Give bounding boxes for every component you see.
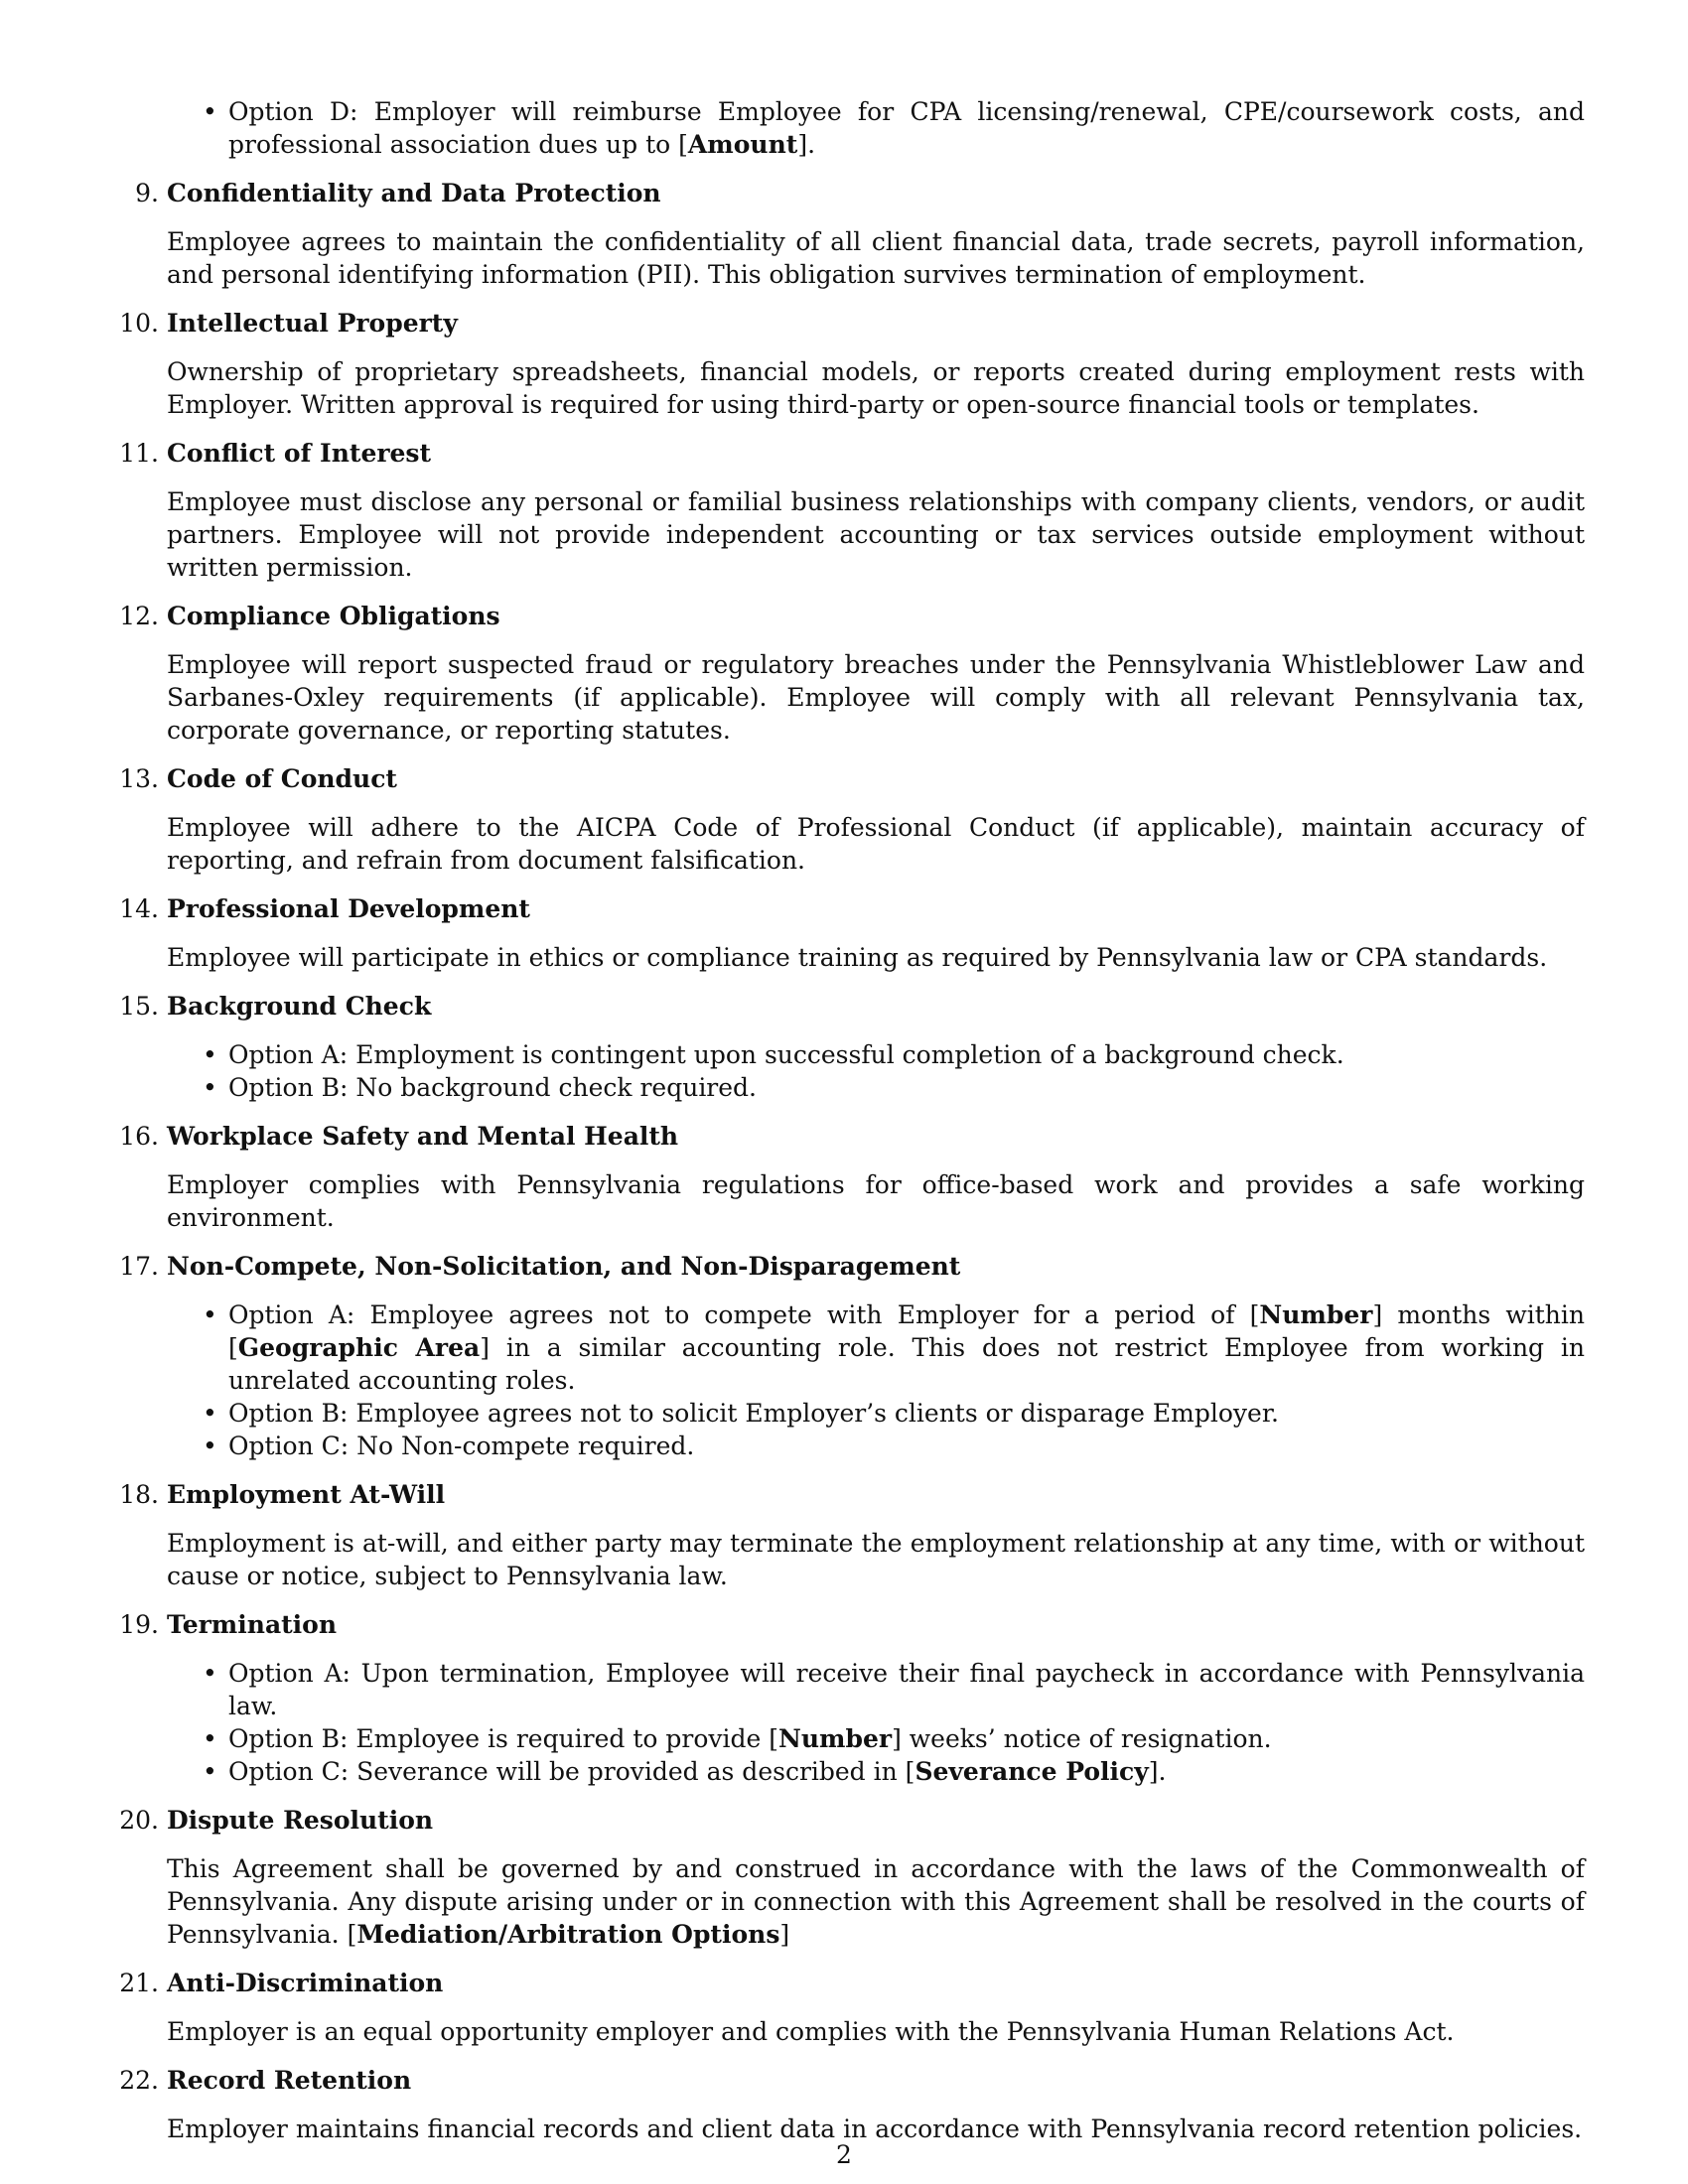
document-body bbox=[119, 95, 1586, 2145]
option-item bbox=[167, 1298, 1585, 1397]
section-paragraph bbox=[167, 1852, 1585, 1951]
section-number: 14. bbox=[119, 894, 159, 923]
section-heading bbox=[135, 177, 1585, 209]
placeholder-field: Geographic Area bbox=[237, 1333, 481, 1362]
section-title: Record Retention bbox=[167, 2066, 412, 2095]
section-number: 13. bbox=[119, 764, 159, 793]
page-number: 2 bbox=[836, 2140, 852, 2169]
text-run: ] weeks’ notice of resignation. bbox=[892, 1724, 1272, 1753]
section-heading bbox=[119, 1250, 1585, 1283]
section-heading bbox=[119, 762, 1585, 795]
section-body bbox=[167, 1038, 1585, 1104]
text-run: Option A: Upon termination, Employee will receive their final paycheck in accordance with Pennsylvania law. bbox=[228, 1659, 1585, 1720]
sections-container bbox=[119, 177, 1586, 2145]
section-heading bbox=[119, 990, 1585, 1023]
text-run: ] months within [ bbox=[228, 1300, 1586, 1362]
placeholder-field: Mediation/Arbitration Options bbox=[356, 1920, 780, 1949]
section-paragraph bbox=[167, 1168, 1585, 1234]
text-run: Employee will report suspected fraud or regulatory breaches under the Pennsylvania Whistleblower Law and Sarbanes-Oxley requirements (if applicable). Employee will comply with all relevant Pennsylvania tax, corporate governance, or reporting statutes. bbox=[167, 650, 1585, 745]
section-21 bbox=[119, 1967, 1585, 2048]
section-heading bbox=[119, 2064, 1585, 2097]
text-run: Employee will adhere to the AICPA Code of Professional Conduct (if applicable), maintain accuracy of reporting, and refrain from document falsification. bbox=[167, 813, 1585, 875]
placeholder-field: Number bbox=[1259, 1300, 1373, 1329]
text-run: Employment is at-will, and either party may terminate the employment relationship at any time, with or without cause or notice, subject to Pennsylvania law. bbox=[167, 1529, 1585, 1590]
section-body bbox=[167, 941, 1585, 974]
section-20 bbox=[119, 1804, 1585, 1951]
placeholder-field: Number bbox=[778, 1724, 893, 1753]
section-13 bbox=[119, 762, 1585, 877]
text-run: Option C: No Non-compete required. bbox=[228, 1432, 695, 1460]
section-heading bbox=[119, 1120, 1585, 1153]
placeholder-field: Amount bbox=[687, 130, 798, 159]
text-run: Option B: No background check required. bbox=[228, 1073, 758, 1102]
option-item bbox=[167, 1038, 1585, 1071]
section-18 bbox=[119, 1478, 1585, 1592]
section-number: 18. bbox=[119, 1480, 159, 1509]
section-9 bbox=[135, 177, 1585, 291]
section-paragraph bbox=[167, 2015, 1585, 2048]
section-number: 16. bbox=[119, 1122, 159, 1151]
section-number: 10. bbox=[119, 309, 159, 338]
section-heading bbox=[119, 1967, 1585, 1999]
option-list bbox=[0, 1038, 1585, 1104]
section-heading bbox=[119, 307, 1585, 340]
text-run: Option B: Employee is required to provide [ bbox=[228, 1724, 779, 1753]
section-body bbox=[167, 811, 1585, 877]
section-number: 15. bbox=[119, 992, 159, 1021]
section-number: 11. bbox=[119, 439, 159, 468]
section-body bbox=[167, 1168, 1585, 1234]
text-run: Employee must disclose any personal or familial business relationships with company clients, vendors, or audit partners. Employee will not provide independent accounting or tax services outside employment without written permission. bbox=[167, 487, 1585, 582]
text-run: Option B: Employee agrees not to solicit Employer’s clients or disparage Employer. bbox=[228, 1399, 1279, 1428]
section-15 bbox=[119, 990, 1585, 1104]
section-body bbox=[167, 1657, 1585, 1788]
section-title: Code of Conduct bbox=[167, 764, 397, 793]
option-item bbox=[167, 1397, 1585, 1430]
section-22 bbox=[119, 2064, 1585, 2145]
section-body bbox=[167, 485, 1585, 584]
text-run: Option A: Employment is contingent upon successful completion of a background check. bbox=[228, 1040, 1344, 1069]
section-heading bbox=[119, 1804, 1585, 1837]
text-run: Ownership of proprietary spreadsheets, financial models, or reports created during employment rests with Employer. Written approval is required for using third-party or open-source financial tools or templates. bbox=[167, 357, 1585, 419]
section-heading bbox=[119, 1478, 1585, 1511]
section-title: Intellectual Property bbox=[167, 309, 458, 338]
section-heading bbox=[119, 437, 1585, 470]
section-19 bbox=[119, 1608, 1585, 1788]
section-paragraph bbox=[167, 941, 1585, 974]
text-run: ] bbox=[779, 1920, 790, 1949]
option-item bbox=[167, 1430, 1585, 1462]
option-item bbox=[167, 1722, 1585, 1755]
section-number: 19. bbox=[119, 1610, 159, 1639]
section-heading bbox=[119, 1608, 1585, 1641]
section-title: Conflict of Interest bbox=[167, 439, 432, 468]
section-17 bbox=[119, 1250, 1586, 1462]
section-number: 12. bbox=[119, 602, 159, 630]
section-body bbox=[167, 2015, 1585, 2048]
option-item bbox=[167, 1071, 1585, 1104]
section-paragraph bbox=[167, 1527, 1585, 1592]
text-run: Employer maintains financial records and client data in accordance with Pennsylvania record retention policies. bbox=[167, 2115, 1583, 2143]
section-16 bbox=[119, 1120, 1585, 1234]
option-item bbox=[167, 95, 1585, 161]
text-run: Employer complies with Pennsylvania regulations for office-based work and provides a safe working environment. bbox=[167, 1170, 1585, 1232]
section-body bbox=[167, 1298, 1585, 1462]
section-title: Background Check bbox=[167, 992, 432, 1021]
text-run: ]. bbox=[1148, 1757, 1167, 1786]
section-number: 20. bbox=[119, 1806, 159, 1835]
section-11 bbox=[119, 437, 1585, 584]
section-body bbox=[167, 1527, 1585, 1592]
section-paragraph bbox=[167, 648, 1585, 747]
text-run: Option A: Employee agrees not to compete with Employer for a period of [ bbox=[228, 1300, 1260, 1329]
text-run: This Agreement shall be governed by and construed in accordance with the laws of the Commonwealth of Pennsylvania. Any dispute arising under or in connection with this Agreement shall be resolved in the courts of Pennsylvania. [ bbox=[167, 1854, 1585, 1949]
section-10 bbox=[119, 307, 1585, 421]
section-number: 22. bbox=[119, 2066, 159, 2095]
option-list bbox=[0, 1657, 1585, 1788]
section-number: 9. bbox=[135, 179, 159, 207]
section-body bbox=[167, 648, 1585, 747]
continued-option-list bbox=[167, 95, 1585, 161]
section-body bbox=[167, 225, 1585, 291]
section-number: 17. bbox=[119, 1252, 159, 1281]
section-title: Professional Development bbox=[167, 894, 530, 923]
section-body bbox=[167, 1852, 1585, 1951]
option-list bbox=[0, 1298, 1585, 1462]
option-item bbox=[167, 1755, 1585, 1788]
section-title: Anti-Discrimination bbox=[167, 1969, 444, 1997]
section-title: Workplace Safety and Mental Health bbox=[167, 1122, 679, 1151]
text-run: ]. bbox=[797, 130, 816, 159]
section-14 bbox=[119, 892, 1585, 974]
text-run: Option C: Severance will be provided as described in [ bbox=[228, 1757, 915, 1786]
section-heading bbox=[119, 600, 1585, 632]
text-run: Employee will participate in ethics or compliance training as required by Pennsylvania law or CPA standards. bbox=[167, 943, 1548, 972]
text-run: Option D: Employer will reimburse Employee for CPA licensing/renewal, CPE/coursework costs, and professional association dues up to [ bbox=[228, 97, 1585, 159]
section-title: Termination bbox=[167, 1610, 338, 1639]
placeholder-field: Severance Policy bbox=[914, 1757, 1149, 1786]
section-body bbox=[167, 355, 1585, 421]
section-title: Dispute Resolution bbox=[167, 1806, 434, 1835]
option-item bbox=[167, 1657, 1585, 1722]
section-number: 21. bbox=[119, 1969, 159, 1997]
section-12 bbox=[119, 600, 1585, 747]
text-run: ] in a similar accounting role. This does not restrict Employee from working in unrelated accounting roles. bbox=[228, 1333, 1585, 1395]
text-run: Employee agrees to maintain the confidentiality of all client financial data, trade secrets, payroll information, and personal identifying information (PII). This obligation survives termination of employment. bbox=[167, 227, 1585, 289]
section-paragraph bbox=[167, 225, 1585, 291]
text-run: Employer is an equal opportunity employer and complies with the Pennsylvania Human Relations Act. bbox=[167, 2017, 1455, 2046]
section-paragraph bbox=[167, 485, 1585, 584]
section-heading bbox=[119, 892, 1585, 925]
section-title: Confidentiality and Data Protection bbox=[167, 179, 661, 207]
section-title: Non-Compete, Non-Solicitation, and Non-Disparagement bbox=[167, 1252, 961, 1281]
section-title: Employment At-Will bbox=[167, 1480, 446, 1509]
section-paragraph bbox=[167, 811, 1585, 877]
section-paragraph bbox=[167, 355, 1585, 421]
section-title: Compliance Obligations bbox=[167, 602, 500, 630]
